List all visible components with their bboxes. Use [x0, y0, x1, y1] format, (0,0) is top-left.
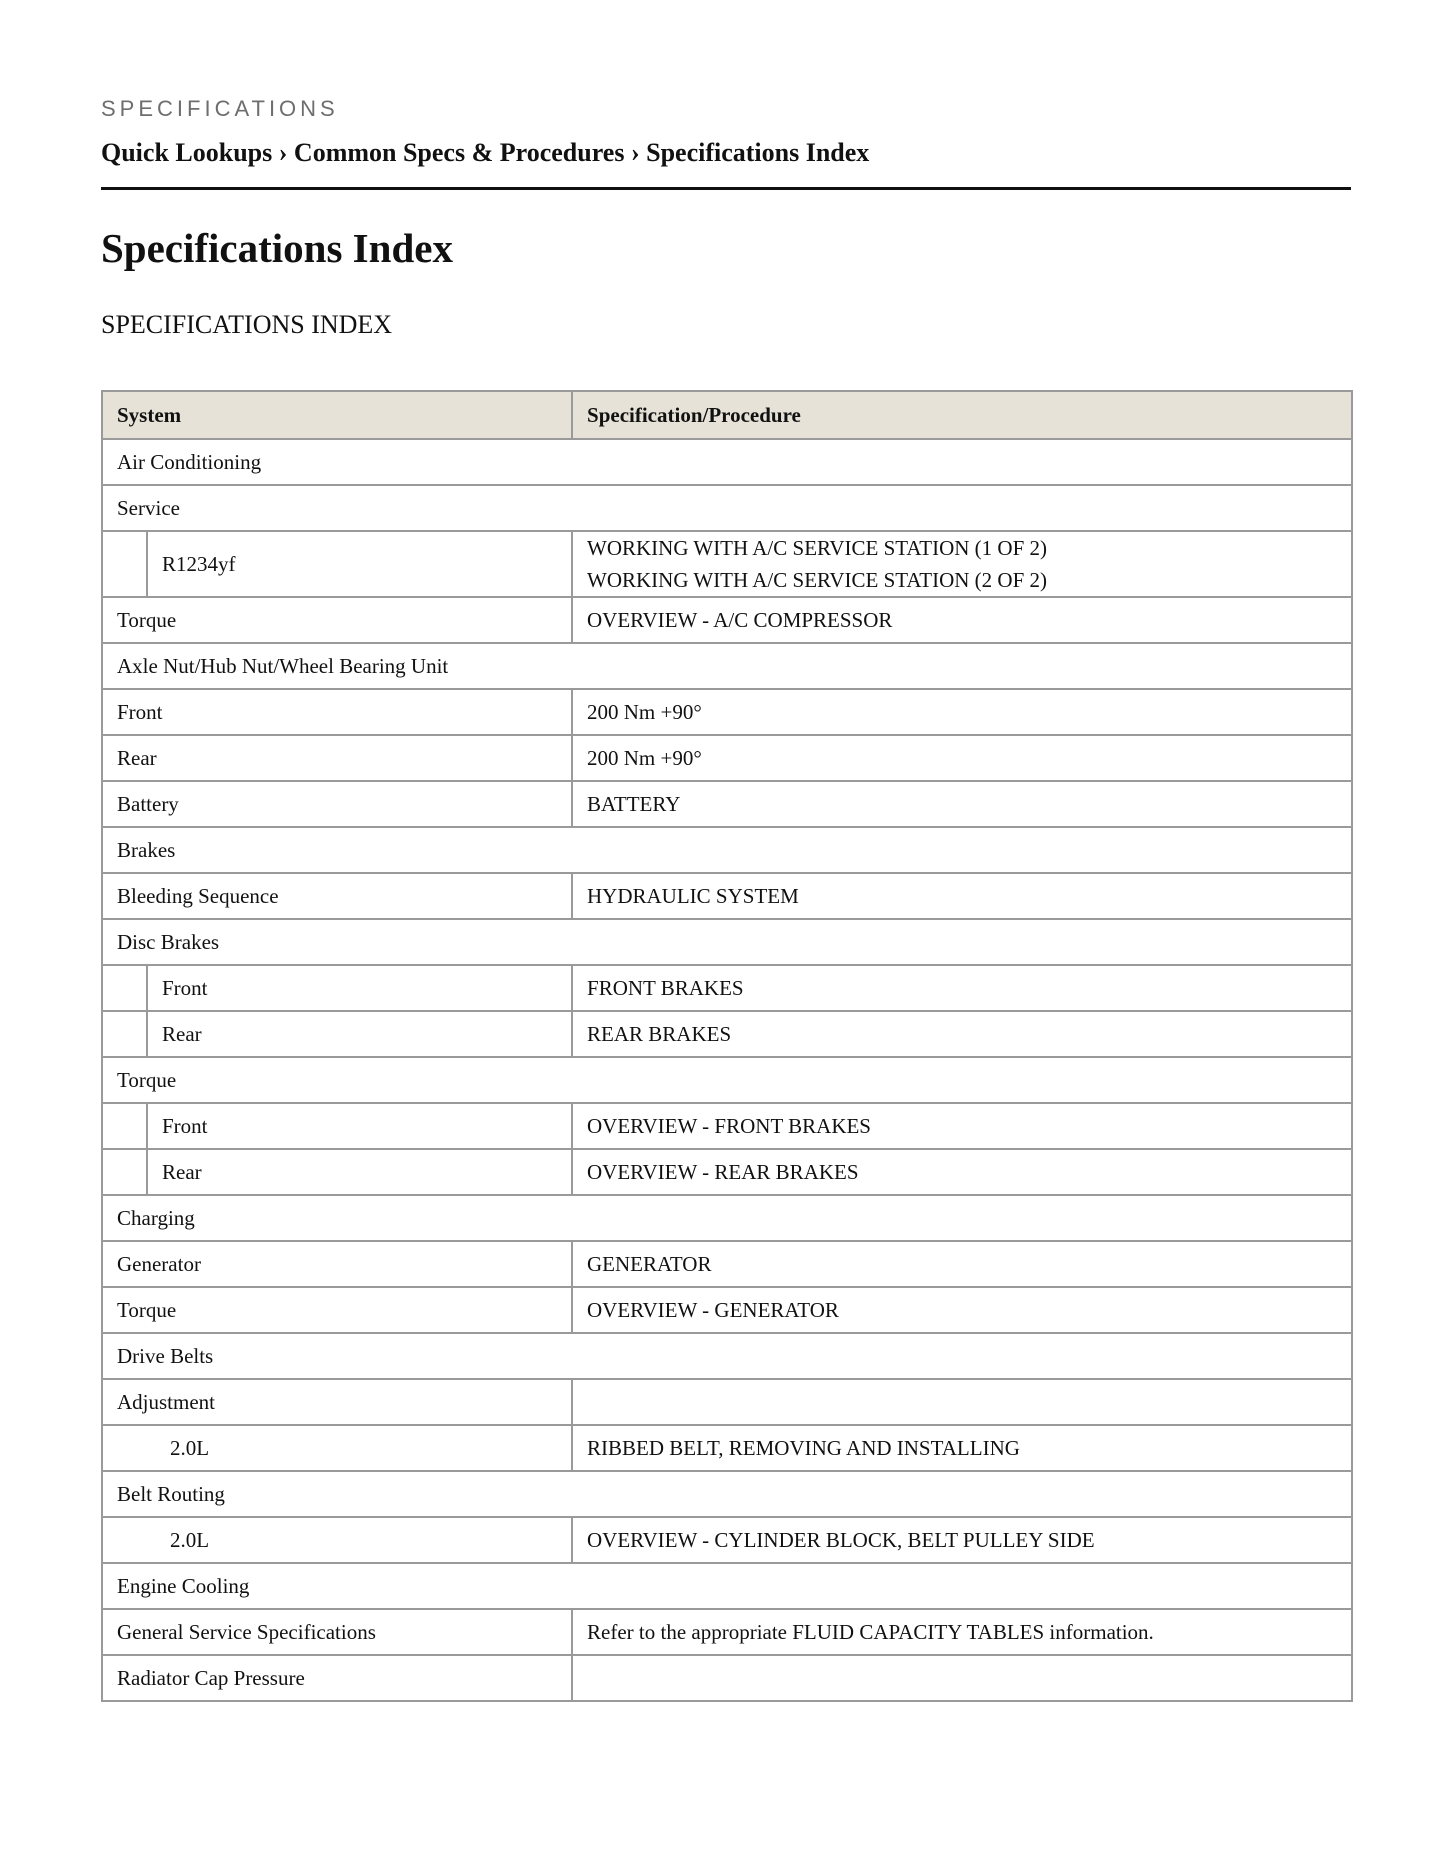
system-cell: General Service Specifications	[102, 1609, 572, 1655]
system-cell: Axle Nut/Hub Nut/Wheel Bearing Unit	[102, 643, 1352, 689]
system-cell: Rear	[102, 735, 572, 781]
spec-link[interactable]: GENERATOR	[572, 1241, 1352, 1287]
table-row	[102, 643, 1352, 689]
spec-value: 200 Nm +90°	[572, 689, 1352, 735]
table-row	[102, 1517, 1352, 1563]
spec-link[interactable]: OVERVIEW - FRONT BRAKES	[572, 1103, 1352, 1149]
table-row	[102, 827, 1352, 873]
table-row	[102, 597, 1352, 643]
indent-cell	[102, 531, 147, 597]
spec-link[interactable]: OVERVIEW - CYLINDER BLOCK, BELT PULLEY SIDE	[572, 1517, 1352, 1563]
table-row	[102, 1471, 1352, 1517]
system-cell: Drive Belts	[102, 1333, 1352, 1379]
system-cell: Adjustment	[102, 1379, 572, 1425]
spec-link[interactable]: WORKING WITH A/C SERVICE STATION (2 OF 2)	[587, 568, 1047, 592]
column-header-system: System	[102, 391, 572, 439]
system-cell: Torque	[102, 1287, 572, 1333]
system-cell: Brakes	[102, 827, 1352, 873]
system-cell: Disc Brakes	[102, 919, 1352, 965]
page-title: Specifications Index	[101, 225, 453, 271]
table-row	[102, 965, 1352, 1011]
system-cell: Engine Cooling	[102, 1563, 1352, 1609]
spec-link[interactable]: WORKING WITH A/C SERVICE STATION (1 OF 2)	[587, 536, 1047, 560]
table-row	[102, 1655, 1352, 1701]
spec-value: 200 Nm +90°	[572, 735, 1352, 781]
header-divider	[101, 187, 1351, 190]
table-row	[102, 1241, 1352, 1287]
system-cell: Rear	[147, 1011, 572, 1057]
breadcrumb	[101, 138, 869, 168]
table-row	[102, 689, 1352, 735]
system-cell: 2.0L	[102, 1425, 572, 1471]
indent-cell	[102, 1103, 147, 1149]
system-cell: 2.0L	[102, 1517, 572, 1563]
table-row	[102, 1195, 1352, 1241]
breadcrumb-item-quick-lookups[interactable]: Quick Lookups	[101, 138, 273, 167]
breadcrumb-item-specifications-index[interactable]: Specifications Index	[646, 138, 870, 167]
spec-link[interactable]: OVERVIEW - GENERATOR	[572, 1287, 1352, 1333]
table-row	[102, 735, 1352, 781]
system-cell: Front	[147, 1103, 572, 1149]
spec-link[interactable]: HYDRAULIC SYSTEM	[572, 873, 1352, 919]
table-row	[102, 531, 1352, 597]
system-cell: Rear	[147, 1149, 572, 1195]
column-header-spec: Specification/Procedure	[572, 391, 1352, 439]
breadcrumb-item-common-specs[interactable]: Common Specs & Procedures	[293, 138, 625, 167]
system-cell: R1234yf	[147, 531, 572, 597]
system-cell: Bleeding Sequence	[102, 873, 572, 919]
spec-cell-empty	[572, 1655, 1352, 1701]
table-row	[102, 1149, 1352, 1195]
system-cell: Radiator Cap Pressure	[102, 1655, 572, 1701]
system-cell: Front	[102, 689, 572, 735]
breadcrumb-separator: ›	[278, 138, 288, 167]
specifications-table	[101, 390, 1353, 1702]
spec-link[interactable]: REAR BRAKES	[572, 1011, 1352, 1057]
table-row	[102, 873, 1352, 919]
table-row	[102, 1103, 1352, 1149]
table-row	[102, 919, 1352, 965]
table-header-row	[102, 391, 1352, 439]
table-row	[102, 1609, 1352, 1655]
table-row	[102, 439, 1352, 485]
indent-cell	[102, 1011, 147, 1057]
system-cell: Air Conditioning	[102, 439, 1352, 485]
table-row	[102, 1425, 1352, 1471]
section-title: SPECIFICATIONS INDEX	[101, 310, 393, 339]
system-cell: Torque	[102, 597, 572, 643]
section-eyebrow: SPECIFICATIONS	[101, 96, 339, 121]
spec-link[interactable]: RIBBED BELT, REMOVING AND INSTALLING	[572, 1425, 1352, 1471]
indent-cell	[102, 965, 147, 1011]
spec-link[interactable]: BATTERY	[572, 781, 1352, 827]
system-cell: Torque	[102, 1057, 1352, 1103]
table-row	[102, 1379, 1352, 1425]
spec-link[interactable]: FRONT BRAKES	[572, 965, 1352, 1011]
table-row	[102, 1287, 1352, 1333]
system-cell: Generator	[102, 1241, 572, 1287]
table-row	[102, 1057, 1352, 1103]
table-row	[102, 1563, 1352, 1609]
table-row	[102, 1011, 1352, 1057]
spec-link[interactable]: Refer to the appropriate FLUID CAPACITY TABLES information.	[572, 1609, 1352, 1655]
spec-link[interactable]: OVERVIEW - A/C COMPRESSOR	[572, 597, 1352, 643]
system-cell: Charging	[102, 1195, 1352, 1241]
table-row	[102, 1333, 1352, 1379]
system-cell: Belt Routing	[102, 1471, 1352, 1517]
system-cell: Front	[147, 965, 572, 1011]
table-row	[102, 485, 1352, 531]
system-cell: Battery	[102, 781, 572, 827]
breadcrumb-separator: ›	[630, 138, 640, 167]
table-row	[102, 781, 1352, 827]
system-cell: Service	[102, 485, 1352, 531]
spec-cell-empty	[572, 1379, 1352, 1425]
spec-cell	[572, 531, 1352, 597]
indent-cell	[102, 1149, 147, 1195]
spec-link[interactable]: OVERVIEW - REAR BRAKES	[572, 1149, 1352, 1195]
